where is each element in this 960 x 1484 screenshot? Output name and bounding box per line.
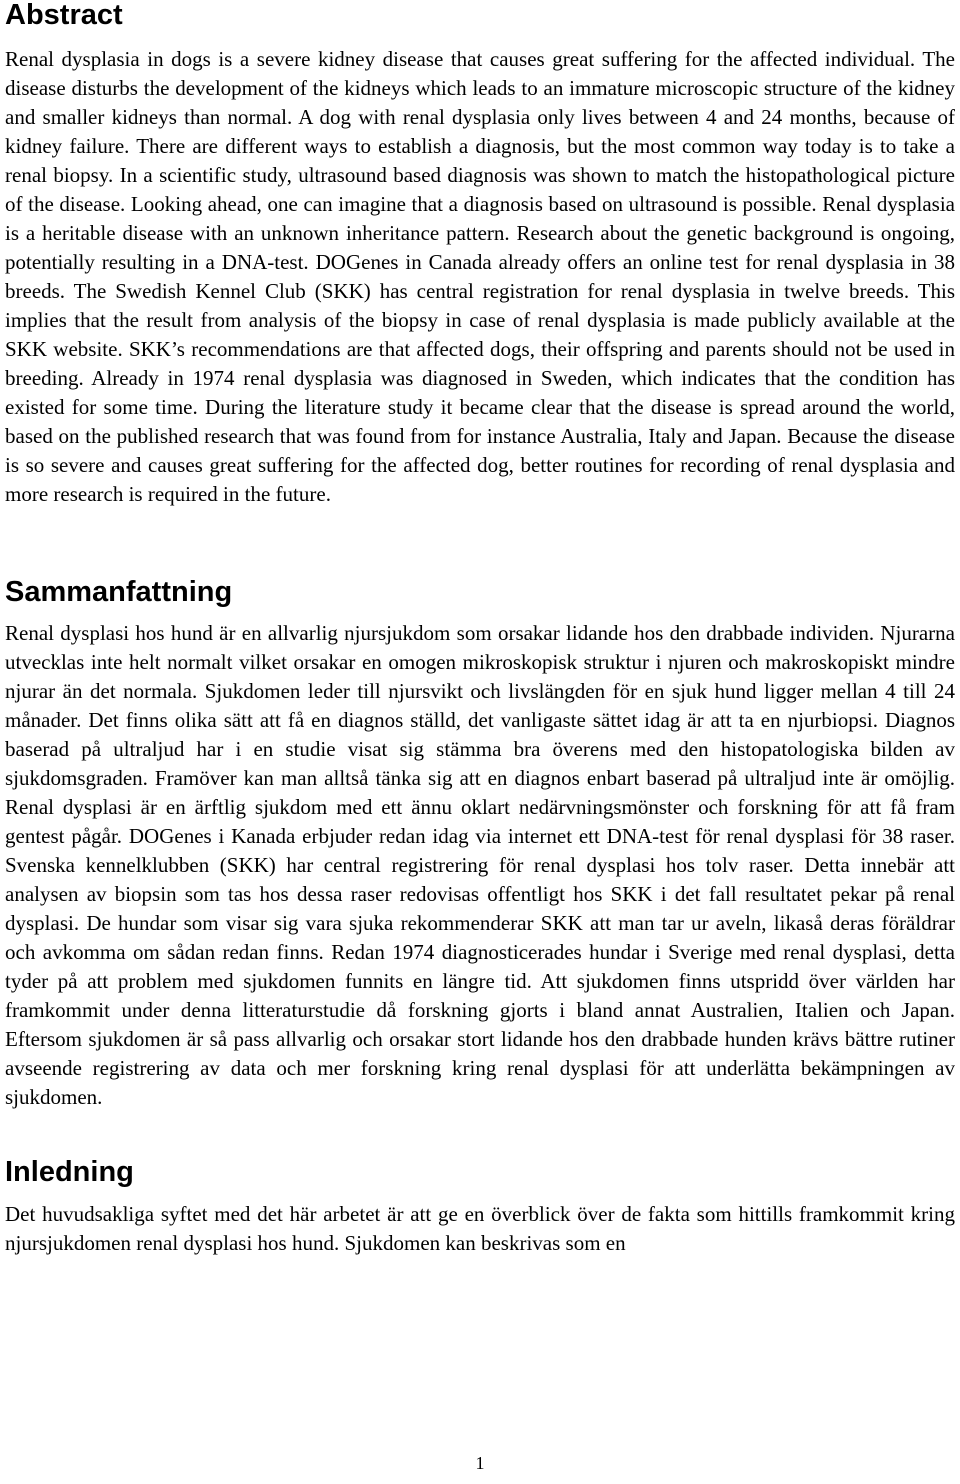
sammanfattning-heading: Sammanfattning <box>5 576 233 608</box>
document-page <box>5 0 955 1258</box>
page-number: 1 <box>475 1453 485 1473</box>
abstract-paragraph: Renal dysplasia in dogs is a severe kidney disease that causes great suffering for the affected individual. The disease disturbs the development of the kidneys which leads to an immature microscopic structure of the kidney and smaller kidneys than normal. A dog with renal dysplasia only lives between 4 and 24 months, because of kidney failure. There are different ways to establish a diagnosis, but the most common way today is to take a renal biopsy. In a scientific study, ultrasound based diagnosis was shown to match the histopathological picture of the disease. Looking ahead, one can imagine that a diagnosis based on ultrasound is possible. Renal dysplasia is a heritable disease with an unknown inheritance pattern. Research about the genetic background is ongoing, potentially resulting in a DNA-test. DOGenes in Canada already offers an online test for renal dysplasia in 38 breeds. The Swedish Kennel Club (SKK) has central registration for renal dysplasia in twelve breeds. This implies that the result from analysis of the biopsy in case of renal dysplasia is made publicly available at the SKK website. SKK’s recommendations are that affected dogs, their offspring and parents should not be used in breeding. Already in 1974 renal dysplasia was diagnosed in Sweden, which indicates that the condition has existed for some time. During the literature study it became clear that the disease is spread around the world, based on the published research that was found from for instance Australia, Italy and Japan. Because the disease is so severe and causes great suffering for the affected dog, better routines for recording of renal dysplasia and more research is required in the future. <box>5 47 955 506</box>
inledning-paragraph: Det huvudsakliga syftet med det här arbetet är att ge en överblick över de fakta som hittills framkommit kring njursjukdomen renal dysplasi hos hund. Sjukdomen kan beskrivas som en <box>5 1202 955 1255</box>
inledning-heading: Inledning <box>5 1156 134 1188</box>
abstract-heading: Abstract <box>5 0 123 31</box>
sammanfattning-paragraph: Renal dysplasi hos hund är en allvarlig njursjukdom som orsakar lidande hos den drabbade individen. Njurarna utvecklas inte helt normalt vilket orsakar en omogen mikroskopisk struktur i njuren och makroskopiskt mindre njurar än det normala. Sjukdomen leder till njursvikt och livslängden för en sjuk hund ligger mellan 4 till 24 månader. Det finns olika sätt att få en diagnos ställd, det vanligaste sättet idag är att ta en njurbiopsi. Diagnos baserad på ultraljud har i en studie visat sig stämma bra överens med den histopatologiska bilden av sjukdomsgraden. Framöver kan man alltså tänka sig att en diagnos enbart baserad på ultraljud inte är omöjlig. Renal dysplasi är en ärftlig sjukdom med ett ännu oklart nedärvningsmönster och forskning för att få fram gentest pågår. DOGenes i Kanada erbjuder redan idag via internet ett DNA-test för renal dysplasi för 38 raser. Svenska kennelklubben (SKK) har central registrering för renal dysplasi hos tolv raser. Detta innebär att analysen av biopsin som tas hos dessa raser redovisas offentligt hos SKK i det fall resultatet pekar på renal dysplasi. De hundar som visar sig vara sjuka rekommenderar SKK att man tar ur aveln, likaså deras föräldrar och avkomma om sådan redan finns. Redan 1974 diagnosticerades hundar i Sverige med renal dysplasi, detta tyder på att problem med sjukdomen funnits en längre tid. Att sjukdomen finns utspridd över världen har framkommit under denna litteraturstudie då forskning gjorts i bland annat Australien, Italien och Japan. Eftersom sjukdomen är så pass allvarlig och orsakar stort lidande hos den drabbade hunden krävs bättre rutiner avseende registrering av data och mer forskning kring renal dysplasi för att underlätta bekämpningen av sjukdomen. <box>5 621 955 1109</box>
